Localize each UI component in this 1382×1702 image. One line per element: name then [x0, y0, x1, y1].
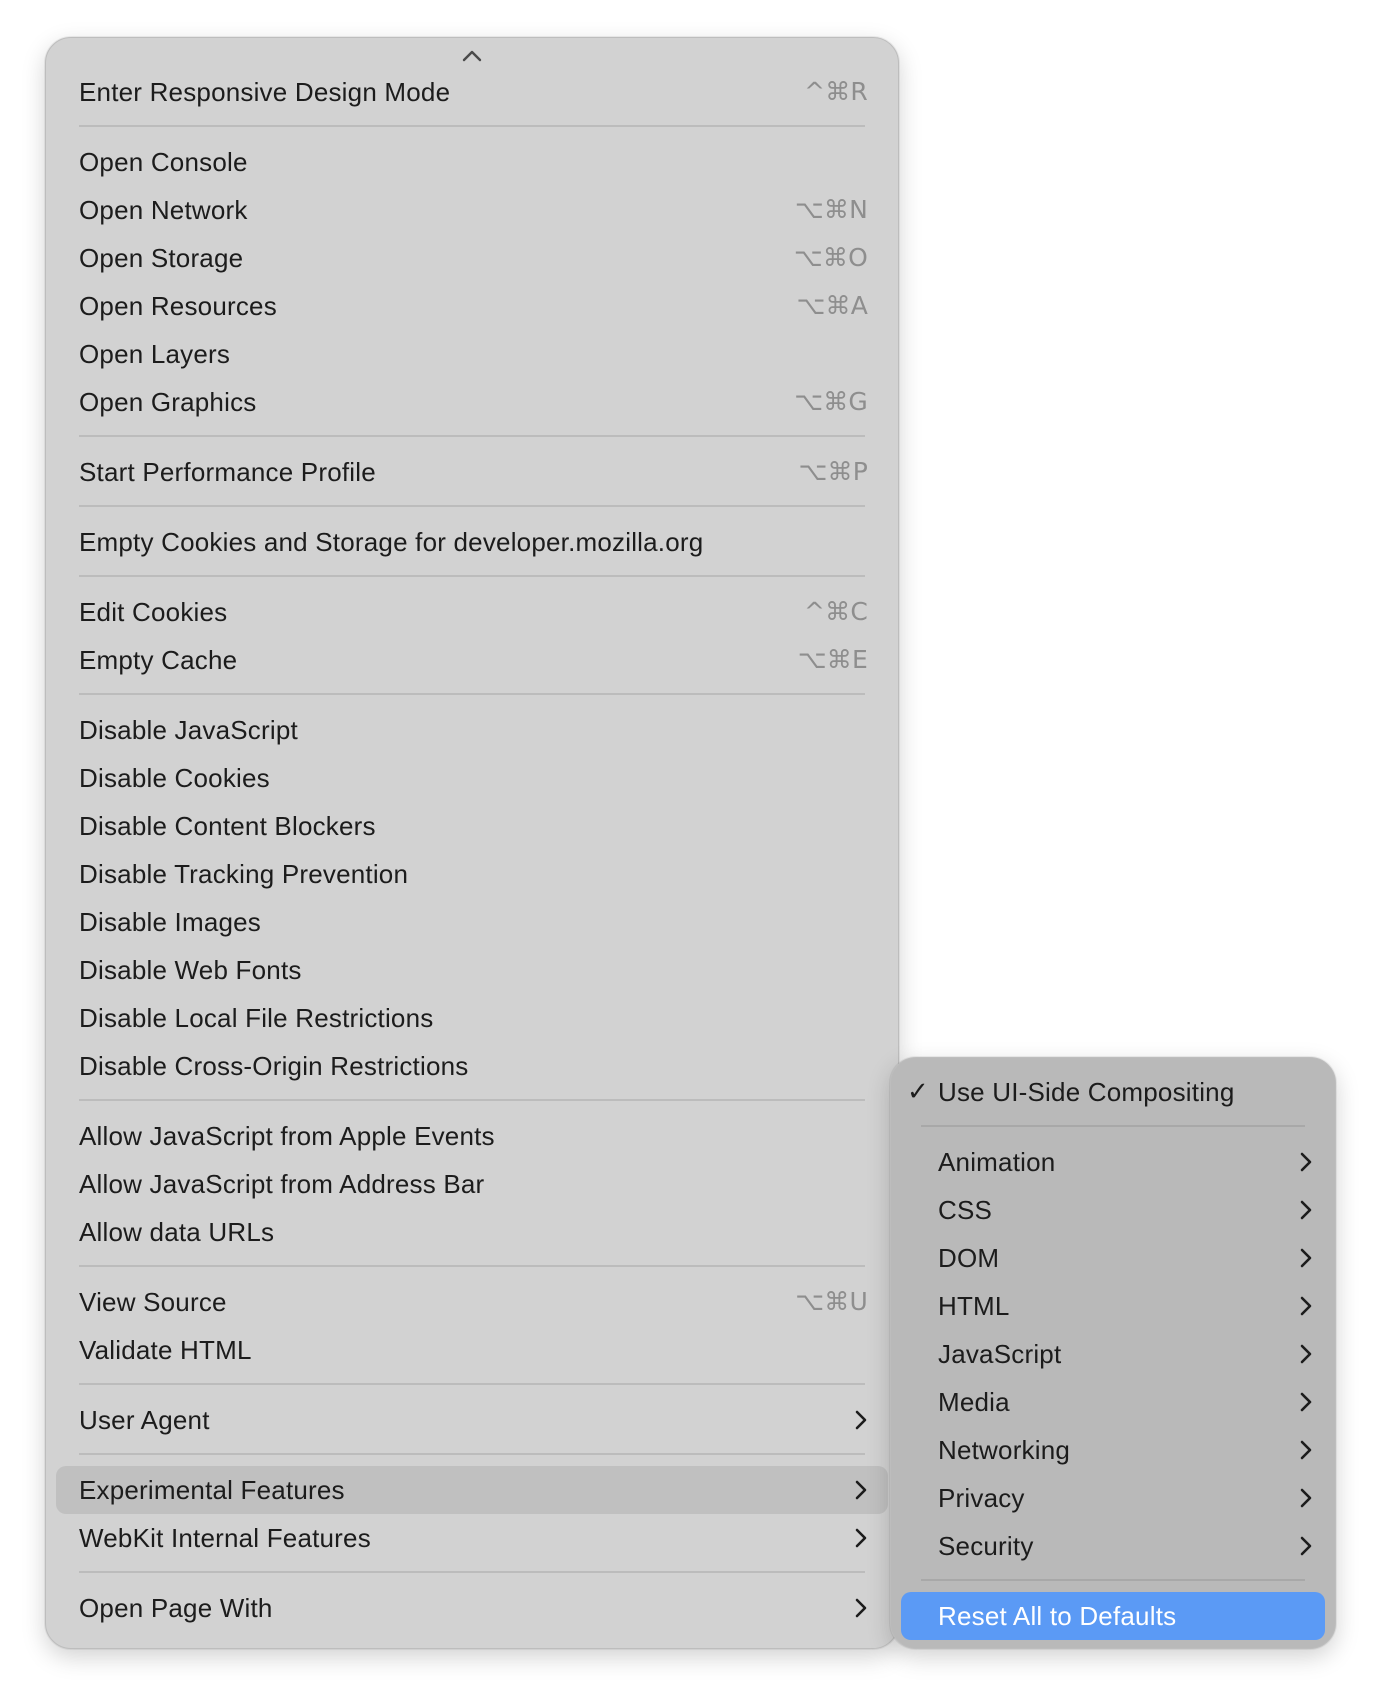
submenu-item-use-ui-side-compositing[interactable] [901, 1068, 1325, 1116]
submenu-item-html[interactable] [901, 1282, 1325, 1330]
menu-item-empty-cache[interactable] [56, 636, 888, 684]
chevron-right-icon [854, 1527, 868, 1549]
menu-item-label: Privacy [938, 1483, 1025, 1513]
chevron-right-icon [1299, 1199, 1313, 1221]
menu-separator [79, 435, 865, 437]
menu-item-label: Open Network [79, 195, 248, 225]
menu-item-shortcut: ^⌘C [803, 597, 868, 626]
menu-item-open-storage[interactable] [56, 234, 888, 282]
menu-item-label: Validate HTML [79, 1335, 252, 1365]
chevron-right-icon [1299, 1295, 1313, 1317]
menu-item-label: Open Layers [79, 339, 231, 369]
menu-item-label: Disable Tracking Prevention [79, 859, 409, 889]
menu-item-label: JavaScript [938, 1339, 1062, 1369]
menu-item-open-resources[interactable] [56, 282, 888, 330]
menu-separator [79, 1571, 865, 1573]
menu-item-label: Allow JavaScript from Apple Events [79, 1121, 495, 1151]
menu-item-label: Allow data URLs [79, 1217, 275, 1247]
menu-item-open-layers[interactable] [56, 330, 888, 378]
menu-separator [79, 505, 865, 507]
menu-item-disable-cross-origin-restrictions[interactable] [56, 1042, 888, 1090]
menu-item-label: Media [938, 1387, 1010, 1417]
chevron-right-icon [1299, 1487, 1313, 1509]
menu-item-shortcut: ⌥⌘A [796, 291, 868, 320]
menu-item-label: Animation [938, 1147, 1056, 1177]
menu-separator [79, 1099, 865, 1101]
menu-item-label: Disable Local File Restrictions [79, 1003, 434, 1033]
submenu-item-media[interactable] [901, 1378, 1325, 1426]
menu-item-allow-javascript-from-apple-events[interactable] [56, 1112, 888, 1160]
chevron-right-icon [1299, 1151, 1313, 1173]
menu-item-label: Open Storage [79, 243, 244, 273]
menu-item-open-network[interactable] [56, 186, 888, 234]
menu-item-label: Disable JavaScript [79, 715, 298, 745]
menu-item-allow-data-urls[interactable] [56, 1208, 888, 1256]
chevron-right-icon [854, 1479, 868, 1501]
chevron-right-icon [1299, 1535, 1313, 1557]
menu-item-disable-javascript[interactable] [56, 706, 888, 754]
submenu-item-dom[interactable] [901, 1234, 1325, 1282]
menu-item-label: Empty Cookies and Storage for developer.mozilla.org [79, 527, 704, 557]
menu-item-open-console[interactable] [56, 138, 888, 186]
submenu-item-reset-all-to-defaults[interactable] [901, 1592, 1325, 1640]
menu-item-start-performance-profile[interactable] [56, 448, 888, 496]
submenu-item-animation[interactable] [901, 1138, 1325, 1186]
menu-item-shortcut: ⌥⌘U [795, 1287, 868, 1316]
menu-item-shortcut: ⌥⌘P [798, 457, 868, 486]
submenu-item-networking[interactable] [901, 1426, 1325, 1474]
submenu-item-javascript[interactable] [901, 1330, 1325, 1378]
menu-item-shortcut: ⌥⌘O [793, 243, 868, 272]
chevron-right-icon [1299, 1439, 1313, 1461]
menu-item-label: Open Page With [79, 1593, 273, 1623]
menu-item-label: Networking [938, 1435, 1071, 1465]
checkmark-icon: ✓ [907, 1077, 929, 1107]
menu-item-view-source[interactable] [56, 1278, 888, 1326]
menu-separator [79, 1453, 865, 1455]
menu-item-disable-web-fonts[interactable] [56, 946, 888, 994]
submenu-item-security[interactable] [901, 1522, 1325, 1570]
menu-item-disable-local-file-restrictions[interactable] [56, 994, 888, 1042]
menu-item-label: View Source [79, 1287, 227, 1317]
menu-item-open-page-with[interactable] [56, 1584, 888, 1632]
menu-item-empty-cookies-and-storage[interactable] [56, 518, 888, 566]
menu-item-label: Start Performance Profile [79, 457, 376, 487]
menu-item-label: Disable Web Fonts [79, 955, 302, 985]
menu-item-label: DOM [938, 1243, 1000, 1273]
menu-separator [79, 575, 865, 577]
menu-item-label: Experimental Features [79, 1475, 345, 1505]
menu-item-label: Enter Responsive Design Mode [79, 77, 451, 107]
menu-item-label: Disable Cross-Origin Restrictions [79, 1051, 469, 1081]
menu-item-disable-tracking-prevention[interactable] [56, 850, 888, 898]
menu-item-label: Open Resources [79, 291, 277, 321]
menu-item-disable-cookies[interactable] [56, 754, 888, 802]
chevron-right-icon [854, 1409, 868, 1431]
chevron-right-icon [1299, 1391, 1313, 1413]
menu-item-disable-content-blockers[interactable] [56, 802, 888, 850]
chevron-right-icon [1299, 1247, 1313, 1269]
menu-item-webkit-internal-features[interactable] [56, 1514, 888, 1562]
menu-item-label: Open Console [79, 147, 248, 177]
menu-separator [79, 1383, 865, 1385]
menu-item-label: Empty Cache [79, 645, 238, 675]
menu-item-label: Use UI-Side Compositing [938, 1077, 1235, 1107]
menu-item-enter-responsive-design-mode[interactable] [56, 68, 888, 116]
menu-separator [921, 1125, 1305, 1127]
menu-item-label: Reset All to Defaults [938, 1601, 1177, 1631]
develop-menu [45, 37, 899, 1649]
menu-item-label: CSS [938, 1195, 993, 1225]
menu-item-shortcut: ⌥⌘G [794, 387, 868, 416]
submenu-item-css[interactable] [901, 1186, 1325, 1234]
menu-item-experimental-features[interactable] [56, 1466, 888, 1514]
menu-item-shortcut: ⌥⌘N [794, 195, 868, 224]
menu-item-label: Allow JavaScript from Address Bar [79, 1169, 485, 1199]
menu-item-label: Disable Images [79, 907, 261, 937]
menu-separator [79, 693, 865, 695]
menu-separator [79, 1265, 865, 1267]
menu-item-label: Disable Content Blockers [79, 811, 376, 841]
chevron-right-icon [854, 1597, 868, 1619]
menu-item-allow-javascript-from-address-bar[interactable] [56, 1160, 888, 1208]
experimental-features-submenu [890, 1057, 1336, 1649]
menu-item-shortcut: ^⌘R [804, 77, 868, 106]
menu-item-disable-images[interactable] [56, 898, 888, 946]
menu-item-shortcut: ⌥⌘E [797, 645, 868, 674]
menu-item-label: Disable Cookies [79, 763, 270, 793]
menu-item-validate-html[interactable] [56, 1326, 888, 1374]
menu-item-label: User Agent [79, 1405, 210, 1435]
menu-item-label: WebKit Internal Features [79, 1523, 371, 1553]
menu-item-label: HTML [938, 1291, 1010, 1321]
menu-item-edit-cookies[interactable] [56, 588, 888, 636]
submenu-item-privacy[interactable] [901, 1474, 1325, 1522]
menu-item-label: Edit Cookies [79, 597, 228, 627]
menu-item-label: Open Graphics [79, 387, 257, 417]
menu-item-user-agent[interactable] [56, 1396, 888, 1444]
menu-separator [79, 125, 865, 127]
chevron-right-icon [1299, 1343, 1313, 1365]
menu-item-open-graphics[interactable] [56, 378, 888, 426]
menu-separator [921, 1579, 1305, 1581]
menu-item-label: Security [938, 1531, 1034, 1561]
